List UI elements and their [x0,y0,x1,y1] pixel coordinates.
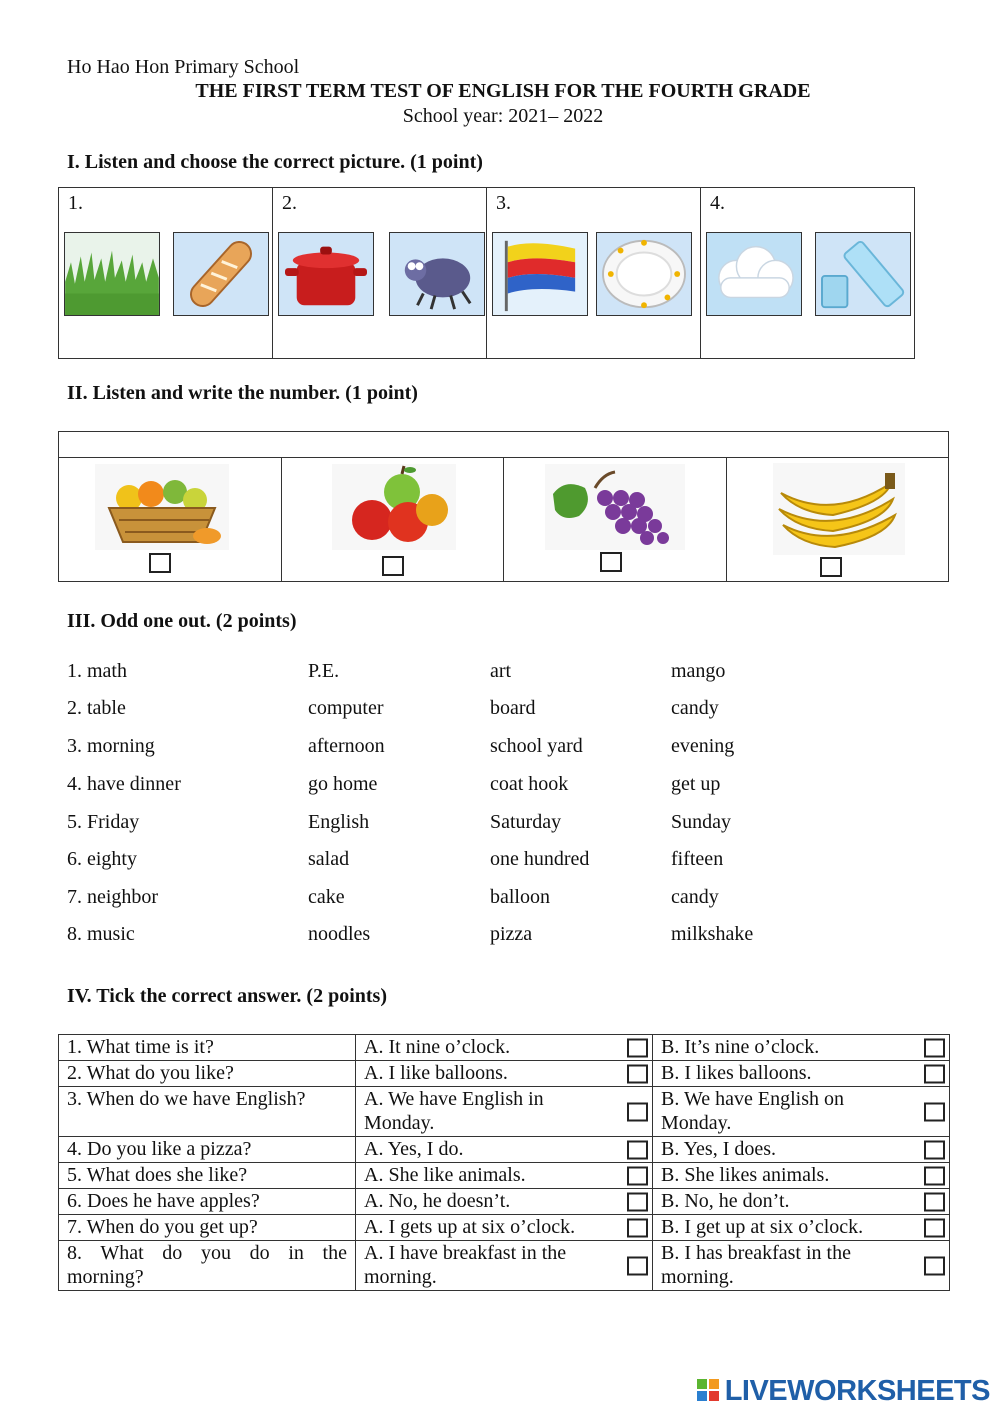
answer-b [653,1241,950,1291]
cloud-picture[interactable] [706,232,802,316]
question: 7. When do you get up? [59,1215,356,1241]
odd-one-out-row [0,923,1000,953]
fruit-basket-picture [95,464,229,550]
answer-b [653,1163,950,1189]
word-option[interactable]: get up [671,773,721,795]
answer-b-text: B. I has breakfast in the morning. [661,1242,851,1288]
pot-picture[interactable] [278,232,374,316]
part1-cell [487,188,701,358]
question: 3. When do we have English? [59,1087,356,1137]
tick-box-b[interactable] [924,1064,945,1083]
word-option[interactable]: Saturday [490,811,562,833]
word-option[interactable]: board [490,697,536,719]
answer-a [356,1215,653,1241]
answer-a [356,1061,653,1087]
word-option[interactable]: candy [671,886,719,908]
word-option[interactable]: pizza [490,923,533,945]
word-option[interactable]: 7. neighbor [67,886,159,908]
item-number: 2. [282,192,297,214]
test-title: THE FIRST TERM TEST OF ENGLISH FOR THE FOURTH GRADE [195,80,811,102]
tick-box-b[interactable] [924,1140,945,1159]
question-row [59,1163,950,1189]
odd-one-out-row [0,697,1000,727]
odd-one-out-row [0,660,1000,690]
word-option[interactable]: noodles [308,923,371,945]
answer-b-text: B. She likes animals. [661,1164,830,1186]
part2-cell [59,458,282,582]
answer-a [356,1189,653,1215]
odd-one-out-row [0,811,1000,841]
word-option[interactable]: 6. eighty [67,848,137,870]
tick-box-a[interactable] [627,1256,648,1275]
word-option[interactable]: school yard [490,735,583,757]
tick-box-a[interactable] [627,1166,648,1185]
word-option[interactable]: 8. music [67,923,135,945]
brand-name: LIVEWORKSHEETS [724,1374,990,1407]
answer-a [356,1035,653,1061]
tick-box-a[interactable] [627,1192,648,1211]
school-year: School year: 2021– 2022 [402,105,604,127]
word-option[interactable]: computer [308,697,384,719]
question: 6. Does he have apples? [59,1189,356,1215]
part2-table [58,431,949,582]
part1-heading: I. Listen and choose the correct picture. (1 point) [67,151,483,173]
answer-b-text: B. I get up at six o’clock. [661,1216,864,1238]
answer-b [653,1035,950,1061]
glass-picture[interactable] [815,232,911,316]
answer-box[interactable] [149,553,171,573]
word-option[interactable]: afternoon [308,735,385,757]
word-option[interactable]: fifteen [671,848,724,870]
word-option[interactable]: candy [671,697,719,719]
question-row [59,1137,950,1163]
answer-box[interactable] [382,556,404,576]
tick-box-b[interactable] [924,1166,945,1185]
tick-box-a[interactable] [627,1038,648,1057]
tick-box-a[interactable] [627,1140,648,1159]
word-option[interactable]: art [490,660,512,682]
word-option[interactable]: mango [671,660,726,682]
answer-a [356,1163,653,1189]
word-option[interactable]: 4. have dinner [67,773,181,795]
apples-picture [332,464,456,550]
part2-header-row [59,432,948,458]
word-option[interactable]: one hundred [490,848,590,870]
odd-one-out-row [0,848,1000,878]
question-row [59,1241,950,1291]
tick-box-a[interactable] [627,1218,648,1237]
word-option[interactable]: salad [308,848,350,870]
answer-a-text: A. We have English in Monday. [364,1088,544,1134]
part1-cell [701,188,914,358]
answer-b [653,1087,950,1137]
answer-b [653,1215,950,1241]
answer-b [653,1137,950,1163]
grapes-picture [545,464,685,550]
part2-cell [282,458,505,582]
answer-b [653,1061,950,1087]
word-option[interactable]: cake [308,886,345,908]
word-option[interactable]: coat hook [490,773,569,795]
question: 2. What do you like? [59,1061,356,1087]
tick-box-b[interactable] [924,1038,945,1057]
word-option[interactable]: 1. math [67,660,127,682]
word-option[interactable]: 2. table [67,697,126,719]
answer-b-text: B. Yes, I does. [661,1138,777,1160]
part2-cell [727,458,949,582]
word-option[interactable]: P.E. [308,660,340,682]
item-number: 3. [496,192,511,214]
tick-box-b[interactable] [924,1192,945,1211]
bug-picture[interactable] [389,232,485,316]
part2-heading: II. Listen and write the number. (1 point) [67,382,418,404]
bananas-picture [773,463,905,555]
liveworksheets-logo [697,1374,990,1408]
answer-box[interactable] [600,552,622,572]
word-option[interactable]: balloon [490,886,550,908]
answer-a-text: A. I have breakfast in the morning. [364,1242,567,1288]
answer-b-text: B. We have English on Monday. [661,1088,844,1134]
tick-box-a[interactable] [627,1064,648,1083]
word-option[interactable]: 5. Friday [67,811,140,833]
question-row [59,1035,950,1061]
part1-cell [59,188,273,358]
question: 1. What time is it? [59,1035,356,1061]
word-option[interactable]: 3. morning [67,735,155,757]
part2-cell [504,458,727,582]
word-option[interactable]: English [308,811,370,833]
word-option[interactable]: go home [308,773,378,795]
question-row [59,1061,950,1087]
tick-box-a[interactable] [627,1102,648,1121]
flag-picture[interactable] [492,232,588,316]
answer-a [356,1137,653,1163]
part4-heading: IV. Tick the correct answer. (2 points) [67,985,387,1007]
tick-box-b[interactable] [924,1256,945,1275]
school-name: Ho Hao Hon Primary School [67,56,300,78]
bread-picture[interactable] [173,232,269,316]
answer-a [356,1241,653,1291]
plate-picture[interactable] [596,232,692,316]
answer-a-text: A. I gets up at six o’clock. [364,1216,576,1238]
question-row [59,1189,950,1215]
part4-table [58,1034,950,1291]
logo-grid-icon [697,1379,721,1403]
word-option[interactable]: Sunday [671,811,731,833]
question: 5. What does she like? [59,1163,356,1189]
answer-b [653,1189,950,1215]
tick-box-b[interactable] [924,1218,945,1237]
word-option[interactable]: milkshake [671,923,754,945]
item-number: 4. [710,192,725,214]
answer-a-text: A. I like balloons. [364,1062,508,1084]
answer-a-text: A. Yes, I do. [364,1138,464,1160]
question-row [59,1087,950,1137]
question: 4. Do you like a pizza? [59,1137,356,1163]
part3-heading: III. Odd one out. (2 points) [67,610,297,632]
answer-a-text: A. She like animals. [364,1164,526,1186]
odd-one-out-row [0,773,1000,803]
answer-box[interactable] [820,557,842,577]
tick-box-b[interactable] [924,1102,945,1121]
answer-a-text: A. It nine o’clock. [364,1036,511,1058]
question: 8. What do you do in the morning? [59,1241,356,1291]
part1-table [58,187,915,359]
odd-one-out-row [0,886,1000,916]
grass-picture[interactable] [64,232,160,316]
word-option[interactable]: evening [671,735,735,757]
answer-a-text: A. No, he doesn’t. [364,1190,511,1212]
answer-b-text: B. I likes balloons. [661,1062,812,1084]
answer-b-text: B. No, he don’t. [661,1190,790,1212]
question-row [59,1215,950,1241]
answer-a [356,1087,653,1137]
part1-cell [273,188,487,358]
answer-b-text: B. It’s nine o’clock. [661,1036,820,1058]
odd-one-out-row [0,735,1000,765]
item-number: 1. [68,192,83,214]
